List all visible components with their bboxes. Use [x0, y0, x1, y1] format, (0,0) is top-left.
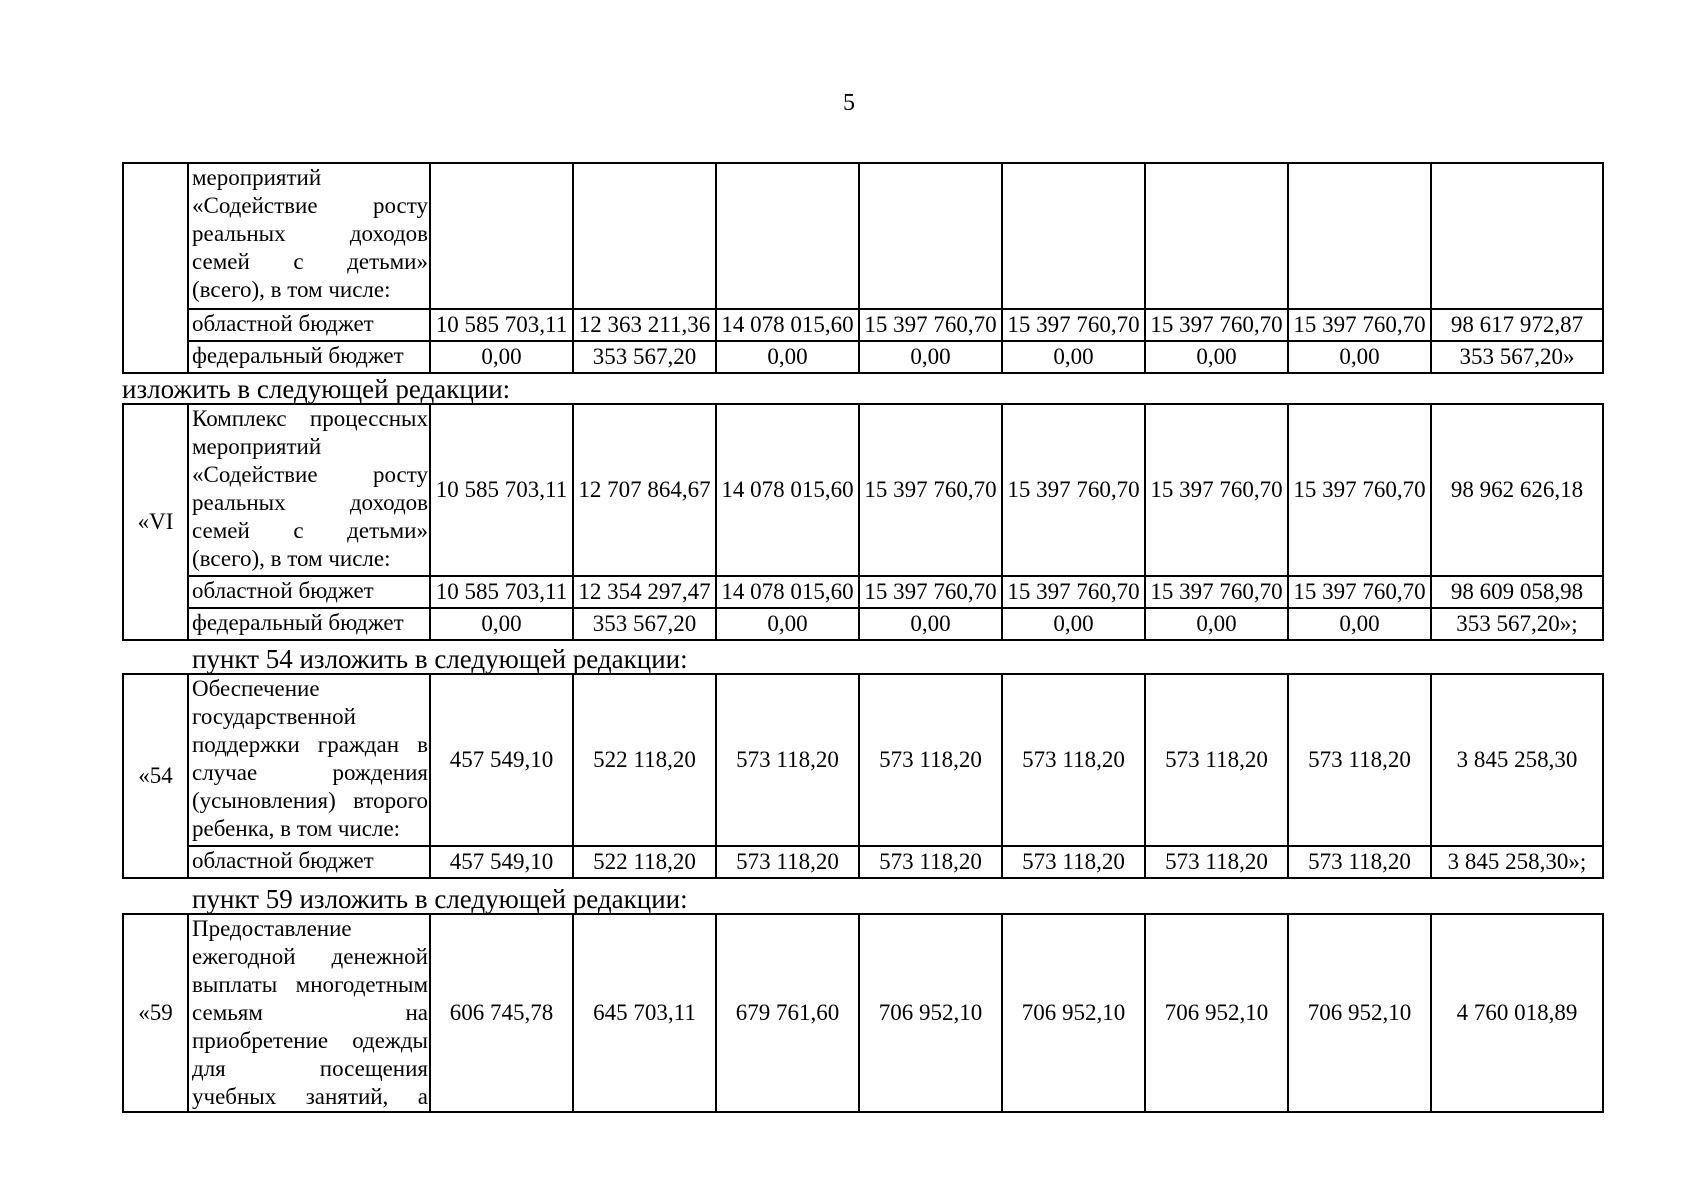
table-row	[123, 674, 1603, 846]
value-cell: 15 397 760,70	[859, 309, 1002, 341]
total-cell: 3 845 258,30	[1431, 674, 1603, 846]
row-label: Комплекс процессных мероприятий «Содействие росту реальных доходов семей с детьми» (всего), в том числе:	[188, 404, 430, 576]
total-cell: 4 760 018,89	[1431, 914, 1603, 1112]
value-cell: 457 549,10	[430, 846, 573, 878]
total-cell: 353 567,20»	[1431, 341, 1603, 373]
row-label: Обеспечение государственной поддержки граждан в случае рождения (усыновления) второго ребенка, в том числе:	[188, 674, 430, 846]
table-row	[123, 341, 1603, 373]
value-cell: 10 585 703,11	[430, 309, 573, 341]
value-cell: 679 761,60	[716, 914, 859, 1112]
table-row	[123, 163, 1603, 309]
row-label: областной бюджет	[188, 846, 430, 878]
table-item-54	[122, 673, 1604, 879]
row-number-cell: «54	[123, 674, 188, 878]
value-cell: 573 118,20	[859, 674, 1002, 846]
value-cell: 15 397 760,70	[859, 576, 1002, 608]
value-cell: 0,00	[1145, 341, 1288, 373]
row-label: федеральный бюджет	[188, 341, 430, 373]
value-cell: 0,00	[1002, 608, 1145, 640]
table-row	[123, 914, 1603, 1112]
page-number: 5	[843, 90, 855, 116]
value-cell: 15 397 760,70	[1002, 404, 1145, 576]
value-cell: 573 118,20	[716, 674, 859, 846]
value-cell: 573 118,20	[1002, 674, 1145, 846]
value-cell: 15 397 760,70	[1288, 576, 1431, 608]
value-cell: 573 118,20	[1288, 846, 1431, 878]
total-cell: 3 845 258,30»;	[1431, 846, 1603, 878]
value-cell: 353 567,20	[573, 341, 716, 373]
value-cell: 0,00	[430, 341, 573, 373]
value-cell: 0,00	[1288, 341, 1431, 373]
value-cell: 14 078 015,60	[716, 576, 859, 608]
value-cell: 15 397 760,70	[1145, 576, 1288, 608]
value-cell: 0,00	[716, 608, 859, 640]
table-program-old-continuation	[122, 162, 1604, 374]
value-cell: 573 118,20	[859, 846, 1002, 878]
value-cell: 353 567,20	[573, 608, 716, 640]
table-item-59	[122, 913, 1604, 1113]
table-row	[123, 404, 1603, 576]
table-row	[123, 309, 1603, 341]
value-cell: 10 585 703,11	[430, 576, 573, 608]
total-cell	[1431, 163, 1603, 309]
value-cell: 12 354 297,47	[573, 576, 716, 608]
table-row	[123, 846, 1603, 878]
value-cell: 0,00	[1145, 608, 1288, 640]
value-cell: 573 118,20	[716, 846, 859, 878]
row-number-cell: «59	[123, 914, 188, 1112]
row-label: федеральный бюджет	[188, 608, 430, 640]
total-cell: 98 962 626,18	[1431, 404, 1603, 576]
value-cell	[716, 163, 859, 309]
row-label: областной бюджет	[188, 309, 430, 341]
value-cell: 15 397 760,70	[1145, 309, 1288, 341]
table-row	[123, 576, 1603, 608]
value-cell: 706 952,10	[1145, 914, 1288, 1112]
value-cell: 10 585 703,11	[430, 404, 573, 576]
value-cell: 15 397 760,70	[1288, 404, 1431, 576]
value-cell: 0,00	[859, 608, 1002, 640]
value-cell: 15 397 760,70	[1002, 309, 1145, 341]
value-cell: 522 118,20	[573, 674, 716, 846]
value-cell: 15 397 760,70	[1288, 309, 1431, 341]
value-cell: 15 397 760,70	[1145, 404, 1288, 576]
value-cell	[430, 163, 573, 309]
value-cell: 573 118,20	[1145, 846, 1288, 878]
value-cell: 706 952,10	[859, 914, 1002, 1112]
value-cell: 14 078 015,60	[716, 404, 859, 576]
value-cell	[1002, 163, 1145, 309]
value-cell: 0,00	[859, 341, 1002, 373]
row-label: мероприятий «Содействие росту реальных доходов семей с детьми» (всего), в том числе:	[188, 163, 430, 309]
value-cell	[859, 163, 1002, 309]
total-cell: 98 609 058,98	[1431, 576, 1603, 608]
value-cell: 14 078 015,60	[716, 309, 859, 341]
row-label: Предоставление ежегодной денежной выплаты многодетным семьям на приобретение одежды для посещения учебных занятий, а	[188, 914, 430, 1112]
instruction-heading: пункт 59 изложить в следующей редакции:	[192, 884, 688, 914]
value-cell: 15 397 760,70	[859, 404, 1002, 576]
row-number-cell: «VI	[123, 404, 188, 640]
row-label: областной бюджет	[188, 576, 430, 608]
row-number-cell	[123, 163, 188, 373]
value-cell: 522 118,20	[573, 846, 716, 878]
value-cell: 0,00	[716, 341, 859, 373]
value-cell	[1288, 163, 1431, 309]
value-cell	[573, 163, 716, 309]
value-cell: 573 118,20	[1002, 846, 1145, 878]
total-cell: 98 617 972,87	[1431, 309, 1603, 341]
value-cell: 457 549,10	[430, 674, 573, 846]
value-cell: 0,00	[430, 608, 573, 640]
value-cell: 606 745,78	[430, 914, 573, 1112]
instruction-heading: пункт 54 изложить в следующей редакции:	[192, 644, 688, 674]
value-cell: 12 707 864,67	[573, 404, 716, 576]
value-cell: 706 952,10	[1002, 914, 1145, 1112]
value-cell: 0,00	[1288, 608, 1431, 640]
table-program-new	[122, 403, 1604, 641]
value-cell: 12 363 211,36	[573, 309, 716, 341]
table-row	[123, 608, 1603, 640]
value-cell: 0,00	[1002, 341, 1145, 373]
value-cell: 573 118,20	[1288, 674, 1431, 846]
value-cell: 706 952,10	[1288, 914, 1431, 1112]
instruction-heading: изложить в следующей редакции:	[122, 374, 511, 404]
total-cell: 353 567,20»;	[1431, 608, 1603, 640]
value-cell: 645 703,11	[573, 914, 716, 1112]
value-cell	[1145, 163, 1288, 309]
value-cell: 573 118,20	[1145, 674, 1288, 846]
value-cell: 15 397 760,70	[1002, 576, 1145, 608]
